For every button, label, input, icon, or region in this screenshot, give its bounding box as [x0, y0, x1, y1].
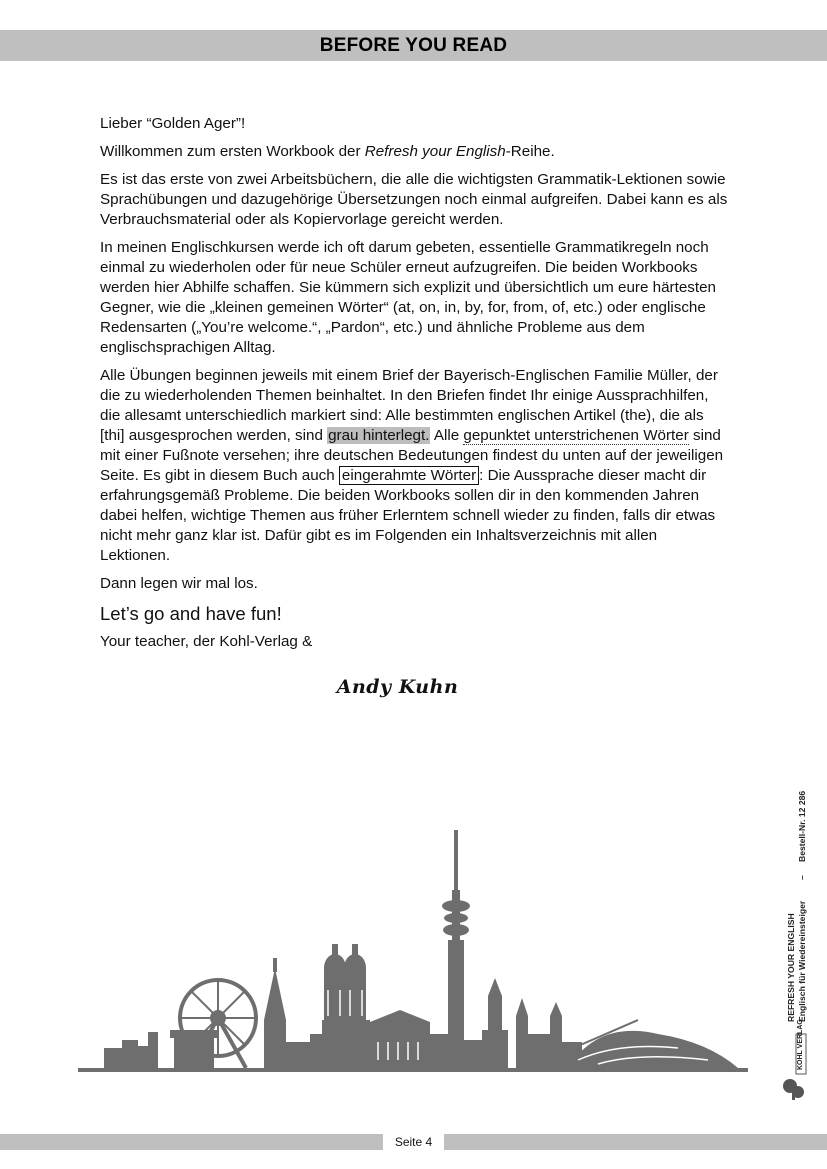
frauenkirche: [322, 944, 370, 1068]
page-number: Seite 4: [394, 1135, 433, 1149]
para3-text-b: Alle: [430, 427, 464, 444]
greeting: Lieber “Golden Ager”!: [100, 115, 246, 132]
closing-line: Dann legen wir mal los.: [100, 575, 258, 592]
letter-body: [100, 114, 730, 660]
signature: Andy Kuhn: [336, 676, 459, 698]
welcome-before: Willkommen zum ersten Workbook der: [100, 143, 365, 160]
header-bar: [0, 30, 827, 61]
para3-text-a: Alle Übungen beginnen jeweils mit einem Brief der Bayerisch-Englischen Familie Müller, der die zu wiederholenden Themen beinhaltet. In den Briefen findet Ihr einige Aussprachhilfen, die allesamt unterschiedlich markiert sind: Alle bestimmten englischen Artikel (the), die als [thi] ausgesprochen werden, sind: [100, 367, 718, 444]
paragraph-intro: Es ist das erste von zwei Arbeitsbüchern, die alle die wichtigsten Grammatik-Lektionen sowie Sprachübungen und dazugehörige Übersetzungen noch einmal aufgreifen. Dabei kann es als Verbrauchsmaterial oder als Kopiervorlage gereicht werden.: [100, 171, 728, 228]
order-number: Bestell-Nr. 12 286: [797, 790, 807, 862]
welcome-line: [100, 142, 730, 162]
series-subtitle: Englisch für Wiedereinsteiger: [797, 900, 807, 1022]
munich-skyline-illustration: [78, 820, 750, 1078]
paragraph-courses: In meinen Englischkursen werde ich oft darum gebeten, essentielle Grammatikregeln noch einmal zu wiederholen oder für neue Schüler erneut aufzugreifen. Die beiden Workbooks werden hier Abhilfe schaffen. Sie kümmern sich explizit und übersichtlich um eure härtesten Gegner, wie die „kleinen gemeinen Wörter“ (at, on, in, by, for, from, of, etc.) oder englische Redensarten („You’re welcome.“, „Pardon“, etc.) und ähnliche Probleme aus dem englischsprachigen Alltag.: [100, 239, 716, 356]
closing-motto: Let’s go and have fun!: [100, 603, 282, 624]
publisher-logo-text: KOHL VERLAG: [797, 1019, 804, 1070]
allianz-arena: [568, 1020, 738, 1068]
grey-highlight-example: grau hinterlegt.: [328, 427, 430, 444]
sidebar-separator: –: [797, 875, 807, 880]
paragraph-exercises: [100, 366, 730, 566]
para3-text-d: : Die Aussprache dieser macht dir erfahrungsgemäß Probleme. Die beiden Workbooks sollen dir in den kommenden Jahren dabei helfen, wichtige Themen aus früher Erlerntem schnell wieder zu finden, falls dir etwas nicht mehr ganz klar ist. Dafür gibt es im Folgenden ein Inhaltsverzeichnis mit allen Lektionen.: [100, 467, 716, 564]
closing-sender: Your teacher, der Kohl-Verlag &: [100, 633, 313, 650]
boxed-word-example: eingerahmte Wörter: [339, 466, 479, 485]
dotted-underline-example: gepunktet unterstrichenen Wörter: [463, 427, 689, 444]
page-title: BEFORE YOU READ: [319, 34, 508, 56]
para3-text-c: sind mit einer Fußnote versehen; ihre deutschen Bedeutungen findest du unten auf der jeweiligen Seite. Es gibt in diesem Buch auch: [100, 427, 724, 484]
series-title: Refresh your English: [364, 143, 506, 160]
welcome-after: -Reihe.: [505, 143, 555, 160]
series-name: REFRESH YOUR ENGLISH: [786, 913, 796, 1022]
product-sidebar: [780, 770, 822, 1100]
publisher-logo: [780, 1019, 812, 1102]
footer-bar-left: [0, 1134, 383, 1150]
skyline-ground: [78, 1068, 748, 1072]
olympia-tower: [442, 830, 470, 1068]
footer-bar-right: [444, 1134, 827, 1150]
kohl-tree-icon: [780, 1032, 812, 1102]
